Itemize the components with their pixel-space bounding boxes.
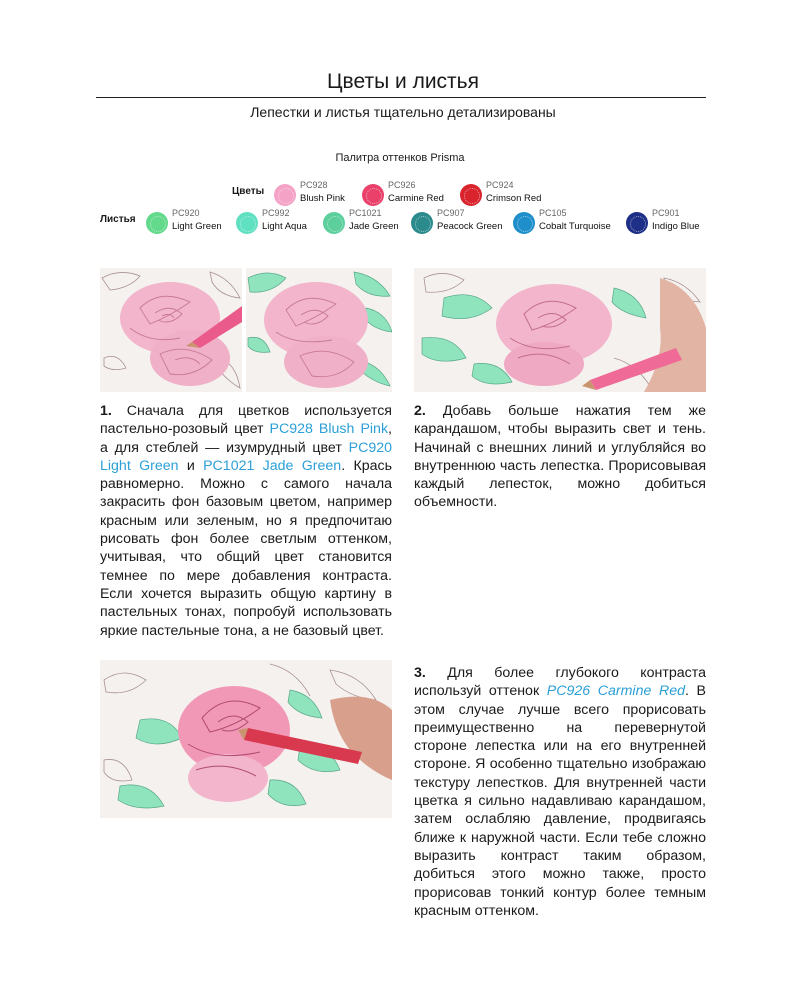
swatch-name: Cobalt Turquoise bbox=[539, 221, 611, 232]
swatch-code: PC920 bbox=[172, 208, 200, 218]
swatch-code: PC1021 bbox=[349, 208, 382, 218]
swatch-code: PC992 bbox=[262, 208, 290, 218]
color-reference: PC928 Blush Pink bbox=[269, 421, 389, 438]
color-dot-icon bbox=[236, 212, 258, 234]
step-text: . Крась равномерно. Можно с самого начала закрасить фон базовым цветом, например красным или зеленым, но я предпочитаю рисовать фон более светлым оттенком, учитывая, что общий цвет становится темнее по мере добавления контраста. Если хочется выразить общую картину в пастельных тонах, попробуй использовать яркие пастельные тона, а не базовый цвет. bbox=[100, 457, 392, 639]
color-dot-icon bbox=[411, 212, 433, 234]
swatch-name: Light Aqua bbox=[262, 221, 307, 232]
step-number: 1. bbox=[100, 403, 112, 419]
step-number: 2. bbox=[414, 403, 426, 419]
color-dot-icon bbox=[460, 184, 482, 206]
step2-text bbox=[414, 402, 706, 512]
step3-photo bbox=[100, 660, 392, 818]
leaves-row-label: Листья bbox=[100, 214, 136, 225]
swatch-code: PC907 bbox=[437, 208, 465, 218]
color-dot-icon bbox=[323, 212, 345, 234]
swatch-name: Peacock Green bbox=[437, 221, 503, 232]
flowers-row-label: Цветы bbox=[232, 186, 265, 197]
swatch-name: Carmine Red bbox=[388, 193, 444, 204]
swatch-name: Indigo Blue bbox=[652, 221, 700, 232]
step1-photo-a bbox=[100, 268, 242, 392]
page-subtitle: Лепестки и листья тщательно детализированы bbox=[250, 104, 556, 120]
swatch-code: PC926 bbox=[388, 180, 416, 190]
swatch-name: Crimson Red bbox=[486, 193, 542, 204]
step-text: . В этом случае лучше всего прорисовать преимущественно на перевернутой стороне лепестка или на его внутренней стороне. Я особенно тщательно изображаю текстуру лепестков. Для внутренней части цветка я сильно надавливаю карандашом, затем ослабляю давление, продвигаясь ближе к наружной части. Если тебе сложно выразить контраст таким образом, добиться этого можно также, просто прорисовав тонкий контур более темным красным оттенком. bbox=[414, 683, 707, 919]
color-reference: PC920 Light Green bbox=[100, 439, 392, 474]
step1-text bbox=[100, 402, 392, 640]
step-number: 3. bbox=[414, 665, 426, 681]
color-dot-icon bbox=[626, 212, 648, 234]
color-dot-icon bbox=[146, 212, 168, 234]
step-text: Сначала для цветков используется пастельно-розовый цвет bbox=[100, 403, 392, 438]
page-title: Цветы и листья bbox=[327, 70, 479, 93]
swatch-name: Jade Green bbox=[349, 221, 399, 232]
color-reference: PC926 Carmine Red bbox=[546, 683, 685, 700]
step1-photo-b bbox=[246, 268, 392, 392]
step-text: и bbox=[178, 457, 204, 474]
color-reference: PC1021 Jade Green bbox=[203, 457, 342, 474]
step2-photo bbox=[414, 268, 706, 392]
title-divider bbox=[96, 97, 706, 98]
color-dot-icon bbox=[513, 212, 535, 234]
swatch-code: PC901 bbox=[652, 208, 680, 218]
swatch-code: PC924 bbox=[486, 180, 514, 190]
step-text: Добавь больше нажатия тем же карандашом, чтобы выразить свет и тень. Начинай с внешних линий и углубляйся во внутреннюю часть лепестка. Прорисовывая каждый лепесток, можно добиться объемности. bbox=[414, 403, 706, 511]
swatch-name: Blush Pink bbox=[300, 193, 345, 204]
swatch-code: PC928 bbox=[300, 180, 328, 190]
step-text: , а для стеблей — изумрудный цвет bbox=[100, 421, 392, 456]
palette-title: Палитра оттенков Prisma bbox=[335, 152, 465, 164]
step-text: Для более глубокого контраста используй оттенок bbox=[414, 665, 706, 700]
step3-text bbox=[414, 664, 706, 920]
swatch-code: PC105 bbox=[539, 208, 567, 218]
swatch-name: Light Green bbox=[172, 221, 222, 232]
color-dot-icon bbox=[274, 184, 296, 206]
color-dot-icon bbox=[362, 184, 384, 206]
